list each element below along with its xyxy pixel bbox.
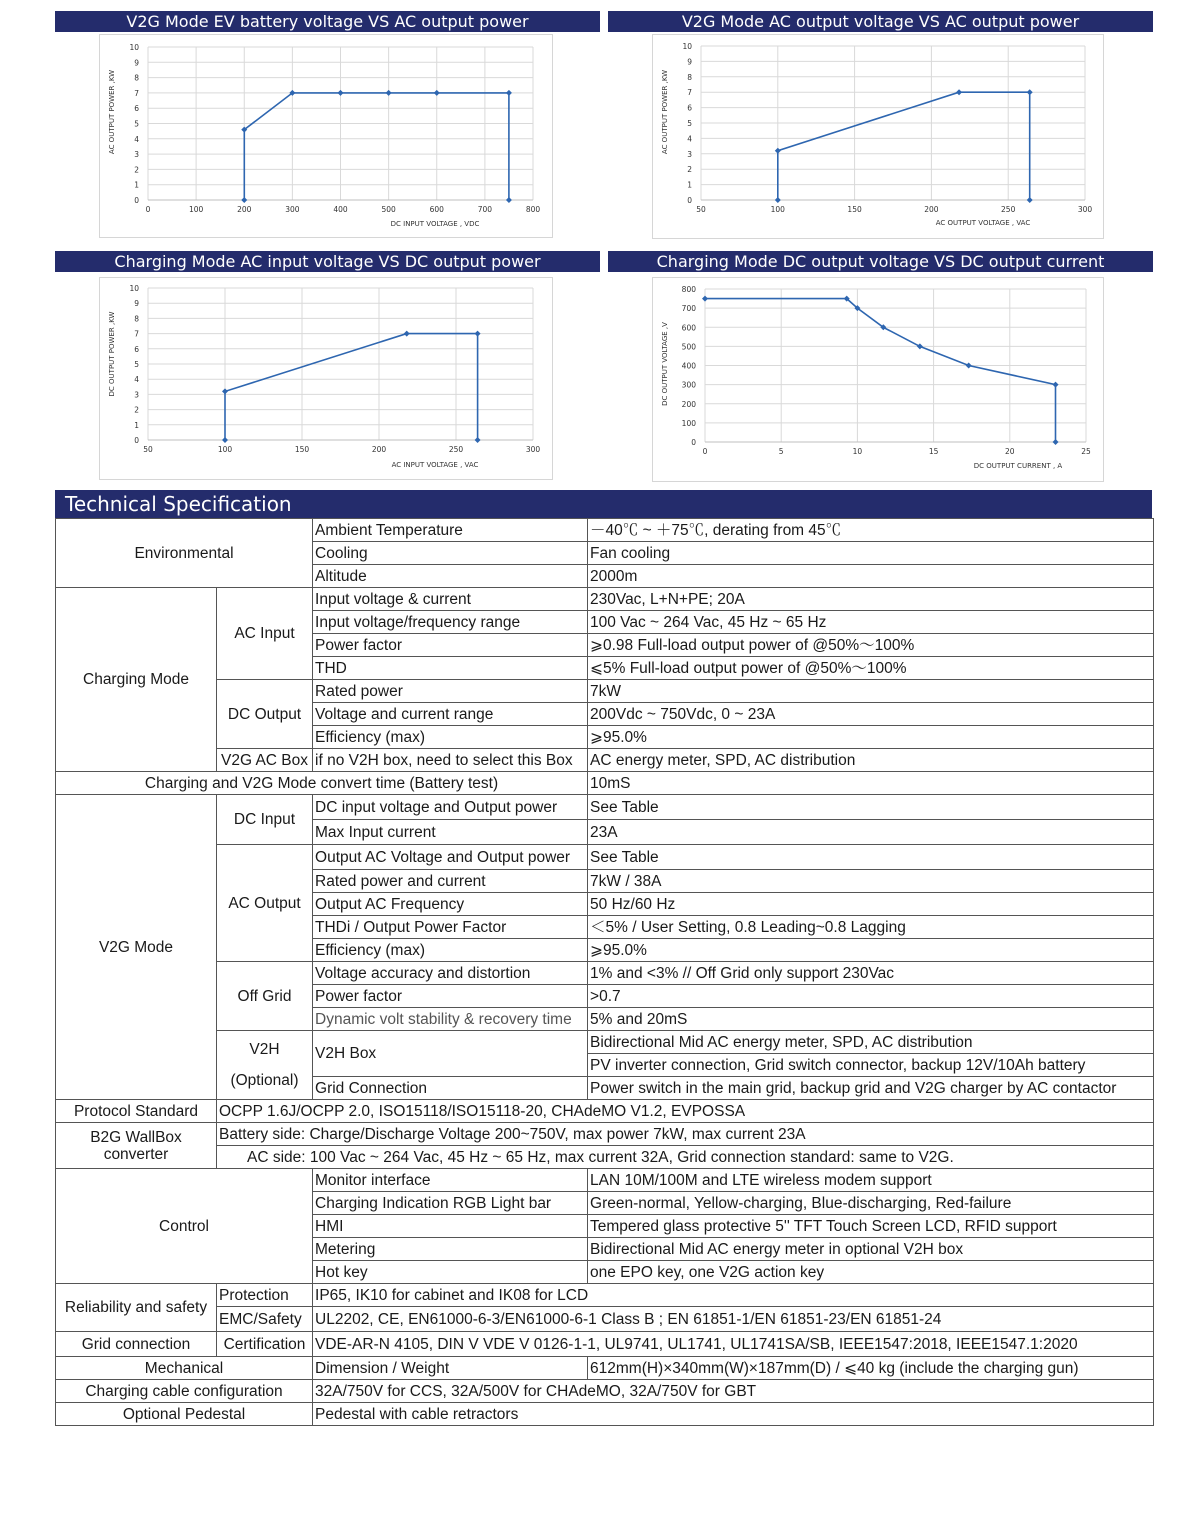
param-label: Altitude xyxy=(313,565,588,588)
chart-1-svg xyxy=(100,35,552,237)
series-line xyxy=(244,93,509,200)
y-tick-label: 5 xyxy=(134,360,139,369)
y-tick-label: 800 xyxy=(681,285,696,294)
param-value: AC side: 100 Vac ~ 264 Vac, 45 Hz ~ 65 Hz, max current 32A, Grid connection standard: same to V2G. xyxy=(217,1146,1154,1169)
table-row xyxy=(56,795,1154,820)
x-tick-label: 10 xyxy=(852,447,863,456)
param-value: 230Vac, L+N+PE; 20A xyxy=(588,588,1154,611)
y-tick-label: 1 xyxy=(134,180,139,190)
chart-2 xyxy=(652,34,1104,239)
param-value: ⩾95.0% xyxy=(588,726,1154,749)
param-label: Dimension / Weight xyxy=(313,1357,588,1380)
param-label: Metering xyxy=(313,1238,588,1261)
y-tick-label: 0 xyxy=(691,438,696,447)
param-label: Grid Connection xyxy=(313,1077,588,1100)
param-label: Voltage accuracy and distortion xyxy=(313,962,588,985)
param-value: one EPO key, one V2G action key xyxy=(588,1261,1154,1284)
y-tick-label: 6 xyxy=(687,103,692,113)
table-row xyxy=(56,1031,1154,1054)
param-label: Output AC Voltage and Output power xyxy=(313,845,588,870)
grid-connection-label: Grid connection xyxy=(56,1332,217,1357)
param-value: Bidirectional Mid AC energy meter in optional V2H box xyxy=(588,1238,1154,1261)
x-tick-label: 100 xyxy=(217,445,233,454)
protocol-label: Protocol Standard xyxy=(56,1100,217,1123)
param-label: Rated power xyxy=(313,680,588,703)
param-label: THD xyxy=(313,657,588,680)
series-line xyxy=(225,334,478,440)
param-label: Input voltage & current xyxy=(313,588,588,611)
param-value: ⩾0.98 Full-load output power of @50%～100% xyxy=(588,634,1154,657)
v2h-optional: (Optional) xyxy=(230,1072,299,1089)
param-label: V2H Box xyxy=(313,1031,588,1077)
x-tick-label: 5 xyxy=(778,447,784,456)
param-value: ⩾95.0% xyxy=(588,939,1154,962)
param-value: 50 Hz/60 Hz xyxy=(588,893,1154,916)
x-tick-label: 15 xyxy=(928,447,939,456)
param-value: ＜5% / User Setting, 0.8 Leading~0.8 Lagging xyxy=(588,916,1154,939)
param-value: IP65, IK10 for cabinet and IK08 for LCD xyxy=(313,1284,1154,1307)
v2g-ac-box-label: V2G AC Box xyxy=(217,749,313,772)
y-tick-label: 4 xyxy=(687,134,692,144)
data-point xyxy=(338,90,344,96)
chart-3 xyxy=(99,277,553,480)
table-row xyxy=(56,845,1154,870)
y-tick-label: 2 xyxy=(687,165,692,175)
y-tick-label: 7 xyxy=(134,329,139,339)
y-tick-label: 200 xyxy=(681,399,696,409)
param-value: LAN 10M/100M and LTE wireless modem support xyxy=(588,1169,1154,1192)
x-tick-label: 50 xyxy=(696,205,706,214)
x-tick-label: 700 xyxy=(477,205,493,214)
table-row xyxy=(56,588,1154,611)
table-row xyxy=(56,1403,1154,1426)
param-value: －40℃ ~ ＋75℃, derating from 45℃ xyxy=(588,519,1154,542)
param-value: >0.7 xyxy=(588,985,1154,1008)
y-tick-label: 9 xyxy=(134,299,139,309)
param-label: Dynamic volt stability & recovery time xyxy=(313,1008,588,1031)
param-label: Power factor xyxy=(313,985,588,1008)
b2g-label-line2: converter xyxy=(103,1145,169,1163)
y-tick-label: 9 xyxy=(687,57,692,67)
x-axis-label: DC INPUT VOLTAGE , VDC xyxy=(390,220,480,228)
param-value: 10mS xyxy=(588,772,1154,795)
data-point xyxy=(404,331,410,337)
table-row xyxy=(56,1307,1154,1332)
param-label: Ambient Temperature xyxy=(313,519,588,542)
table-row xyxy=(56,1380,1154,1403)
v2g-mode-label: V2G Mode xyxy=(56,795,217,1100)
param-value: Fan cooling xyxy=(588,542,1154,565)
v2h-title: V2H xyxy=(249,1041,280,1058)
param-value: Power switch in the main grid, backup grid and V2G charger by AC contactor xyxy=(588,1077,1154,1100)
table-row xyxy=(56,772,1154,795)
y-tick-label: 8 xyxy=(134,314,139,324)
table-row xyxy=(56,1357,1154,1380)
table-row xyxy=(56,749,1154,772)
param-label: DC input voltage and Output power xyxy=(313,795,588,820)
param-label: Certification xyxy=(217,1332,313,1357)
y-tick-label: 3 xyxy=(134,150,139,160)
x-tick-label: 800 xyxy=(525,205,541,214)
pedestal-label: Optional Pedestal xyxy=(56,1403,313,1426)
x-tick-label: 50 xyxy=(143,445,153,454)
param-label: HMI xyxy=(313,1215,588,1238)
param-value: ⩽5% Full-load output power of @50%～100% xyxy=(588,657,1154,680)
param-value: 612mm(H)×340mm(W)×187mm(D) / ⩽40 kg (include the charging gun) xyxy=(588,1357,1154,1380)
data-point xyxy=(917,343,923,349)
table-row xyxy=(56,680,1154,703)
data-point xyxy=(775,197,781,203)
y-tick-label: 6 xyxy=(134,104,139,114)
param-value: Tempered glass protective 5'' TFT Touch Screen LCD, RFID support xyxy=(588,1215,1154,1238)
y-axis-label: DC OUTPUT POWER ,KW xyxy=(108,311,116,397)
param-value: PV inverter connection, Grid switch connector, backup 12V/10Ah battery xyxy=(588,1054,1154,1077)
table-row xyxy=(56,1146,1154,1169)
y-tick-label: 10 xyxy=(129,284,139,293)
ac-output-label: AC Output xyxy=(217,845,313,962)
chart-2-title: V2G Mode AC output voltage VS AC output power xyxy=(608,11,1153,32)
data-point xyxy=(775,148,781,154)
param-label: Protection xyxy=(217,1284,313,1307)
series-line xyxy=(705,299,1056,442)
x-tick-label: 0 xyxy=(145,205,151,214)
y-tick-label: 7 xyxy=(134,88,139,98)
data-point xyxy=(956,89,962,95)
y-tick-label: 3 xyxy=(687,149,692,159)
chart-3-title: Charging Mode AC input voltage VS DC output power xyxy=(55,251,600,272)
b2g-label-line1: B2G WallBox xyxy=(90,1128,182,1146)
y-tick-label: 300 xyxy=(681,380,696,390)
env-label: Environmental xyxy=(56,519,313,588)
y-tick-label: 400 xyxy=(681,361,696,371)
data-point xyxy=(386,90,392,96)
dc-input-label: DC Input xyxy=(217,795,313,845)
table-row xyxy=(56,519,1154,542)
param-value: VDE-AR-N 4105, DIN V VDE V 0126-1-1, UL9741, UL1741, UL1741SA/SB, IEEE1547:2018, IEEE1547.1:2020 xyxy=(313,1332,1154,1357)
param-label: Monitor interface xyxy=(313,1169,588,1192)
y-tick-label: 10 xyxy=(682,42,692,51)
data-point xyxy=(222,437,228,443)
y-tick-label: 600 xyxy=(681,323,696,333)
param-label: Rated power and current xyxy=(313,870,588,893)
x-tick-label: 600 xyxy=(429,205,444,214)
y-tick-label: 500 xyxy=(681,342,696,352)
chart-4-title: Charging Mode DC output voltage VS DC output current xyxy=(608,251,1153,272)
x-tick-label: 500 xyxy=(381,205,396,214)
x-tick-label: 150 xyxy=(847,205,862,214)
y-tick-label: 0 xyxy=(134,196,139,205)
table-row xyxy=(56,1100,1154,1123)
param-value: 23A xyxy=(588,820,1154,845)
data-point xyxy=(966,363,972,369)
y-axis-label: AC OUTPUT POWER ,KW xyxy=(661,69,669,155)
x-tick-label: 25 xyxy=(1081,447,1091,456)
convert-time-label: Charging and V2G Mode convert time (Battery test) xyxy=(56,772,588,795)
y-tick-label: 3 xyxy=(134,390,139,400)
param-label: EMC/Safety xyxy=(217,1307,313,1332)
x-tick-label: 300 xyxy=(1077,205,1093,214)
cable-config-label: Charging cable configuration xyxy=(56,1380,313,1403)
y-tick-label: 1 xyxy=(134,420,139,430)
ac-input-label: AC Input xyxy=(217,588,313,680)
param-value: 2000m xyxy=(588,565,1154,588)
y-tick-label: 0 xyxy=(134,436,139,445)
y-tick-label: 2 xyxy=(134,405,139,415)
x-tick-label: 100 xyxy=(770,205,785,214)
y-axis-label: AC OUTPUT POWER ,KW xyxy=(108,69,116,155)
x-axis-label: AC INPUT VOLTAGE , VAC xyxy=(391,461,479,469)
param-value: AC energy meter, SPD, AC distribution xyxy=(588,749,1154,772)
x-tick-label: 0 xyxy=(702,447,708,456)
param-label: Efficiency (max) xyxy=(313,939,588,962)
data-point xyxy=(1053,382,1059,388)
x-tick-label: 200 xyxy=(237,205,252,214)
param-value: Green-normal, Yellow-charging, Blue-discharging, Red-failure xyxy=(588,1192,1154,1215)
param-value: See Table xyxy=(588,845,1154,870)
chart-1 xyxy=(99,34,553,238)
param-label: Cooling xyxy=(313,542,588,565)
param-value: 1% and <3% // Off Grid only support 230Vac xyxy=(588,962,1154,985)
param-label: Efficiency (max) xyxy=(313,726,588,749)
x-axis-label: AC OUTPUT VOLTAGE , VAC xyxy=(935,219,1031,227)
x-tick-label: 20 xyxy=(1005,447,1015,456)
chart-3-svg xyxy=(100,278,552,479)
y-tick-label: 5 xyxy=(687,119,692,128)
param-label: Input voltage/frequency range xyxy=(313,611,588,634)
x-tick-label: 400 xyxy=(333,205,348,214)
data-point xyxy=(506,197,512,203)
param-value: Battery side: Charge/Discharge Voltage 200~750V, max power 7kW, max current 23A xyxy=(217,1123,1154,1146)
y-axis-label: DC OUTPUT VOLTAGE ,V xyxy=(661,322,669,406)
y-tick-label: 700 xyxy=(681,304,696,314)
y-tick-label: 4 xyxy=(134,375,139,385)
data-point xyxy=(702,296,708,302)
x-tick-label: 200 xyxy=(371,445,387,454)
data-point xyxy=(1053,439,1059,445)
param-value: 200Vdc ~ 750Vdc, 0 ~ 23A xyxy=(588,703,1154,726)
b2g-label xyxy=(56,1123,217,1169)
param-label: Charging Indication RGB Light bar xyxy=(313,1192,588,1215)
x-tick-label: 250 xyxy=(448,445,464,454)
param-value: 32A/750V for CCS, 32A/500V for CHAdeMO, 32A/750V for GBT xyxy=(313,1380,1154,1403)
data-point xyxy=(1027,197,1033,203)
param-label: Max Input current xyxy=(313,820,588,845)
charging-mode-label: Charging Mode xyxy=(56,588,217,772)
off-grid-label: Off Grid xyxy=(217,962,313,1031)
series-line xyxy=(778,92,1030,200)
chart-4 xyxy=(652,277,1104,482)
param-label: Hot key xyxy=(313,1261,588,1284)
y-tick-label: 8 xyxy=(687,72,692,82)
reliability-label: Reliability and safety xyxy=(56,1284,217,1332)
data-point xyxy=(1027,89,1033,95)
table-row xyxy=(56,1284,1154,1307)
param-value: UL2202, CE, EN61000-6-3/EN61000-6-1 Class B ; EN 61851-1/EN 61851-23/EN 61851-24 xyxy=(313,1307,1154,1332)
x-tick-label: 300 xyxy=(525,445,541,454)
x-tick-label: 250 xyxy=(1001,205,1016,214)
x-tick-label: 100 xyxy=(188,205,204,214)
control-label: Control xyxy=(56,1169,313,1284)
param-label: if no V2H box, need to select this Box xyxy=(313,749,588,772)
data-point xyxy=(475,331,481,337)
v2h-label xyxy=(217,1031,313,1100)
param-value: 100 Vac ~ 264 Vac, 45 Hz ~ 65 Hz xyxy=(588,611,1154,634)
param-label: Voltage and current range xyxy=(313,703,588,726)
y-tick-label: 10 xyxy=(129,43,139,52)
param-value: 5% and 20mS xyxy=(588,1008,1154,1031)
spec-table xyxy=(55,518,1154,1426)
param-value: See Table xyxy=(588,795,1154,820)
x-tick-label: 300 xyxy=(285,205,300,214)
spec-header: Technical Specification xyxy=(55,490,1152,518)
y-tick-label: 6 xyxy=(134,344,139,354)
y-tick-label: 100 xyxy=(681,418,696,428)
data-point xyxy=(241,197,247,203)
y-tick-label: 2 xyxy=(134,165,139,175)
param-value: OCPP 1.6J/OCPP 2.0, ISO15118/ISO15118-20, CHAdeMO V1.2, EVPOSSA xyxy=(217,1100,1154,1123)
y-tick-label: 8 xyxy=(134,73,139,83)
param-label: Power factor xyxy=(313,634,588,657)
param-label: THDi / Output Power Factor xyxy=(313,916,588,939)
table-row xyxy=(56,1332,1154,1357)
x-axis-label: DC OUTPUT CURRENT , A xyxy=(973,462,1063,470)
data-point xyxy=(222,388,228,394)
y-tick-label: 4 xyxy=(134,134,139,144)
y-tick-label: 0 xyxy=(687,196,692,205)
data-point xyxy=(434,90,440,96)
data-point xyxy=(506,90,512,96)
chart-1-title: V2G Mode EV battery voltage VS AC output power xyxy=(55,11,600,32)
x-tick-label: 150 xyxy=(294,445,310,454)
y-tick-label: 5 xyxy=(134,119,139,129)
y-tick-label: 9 xyxy=(134,58,139,68)
mechanical-label: Mechanical xyxy=(56,1357,313,1380)
table-row xyxy=(56,962,1154,985)
param-value: Pedestal with cable retractors xyxy=(313,1403,1154,1426)
chart-4-svg xyxy=(653,278,1103,481)
dc-output-label: DC Output xyxy=(217,680,313,749)
param-value: 7kW / 38A xyxy=(588,870,1154,893)
data-point xyxy=(475,437,481,443)
chart-2-svg xyxy=(653,35,1103,238)
table-row xyxy=(56,1169,1154,1192)
y-tick-label: 1 xyxy=(687,180,692,190)
param-value: 7kW xyxy=(588,680,1154,703)
param-value: Bidirectional Mid AC energy meter, SPD, AC distribution xyxy=(588,1031,1154,1054)
x-tick-label: 200 xyxy=(924,205,939,214)
y-tick-label: 7 xyxy=(687,88,692,98)
param-label: Output AC Frequency xyxy=(313,893,588,916)
table-row xyxy=(56,1123,1154,1146)
